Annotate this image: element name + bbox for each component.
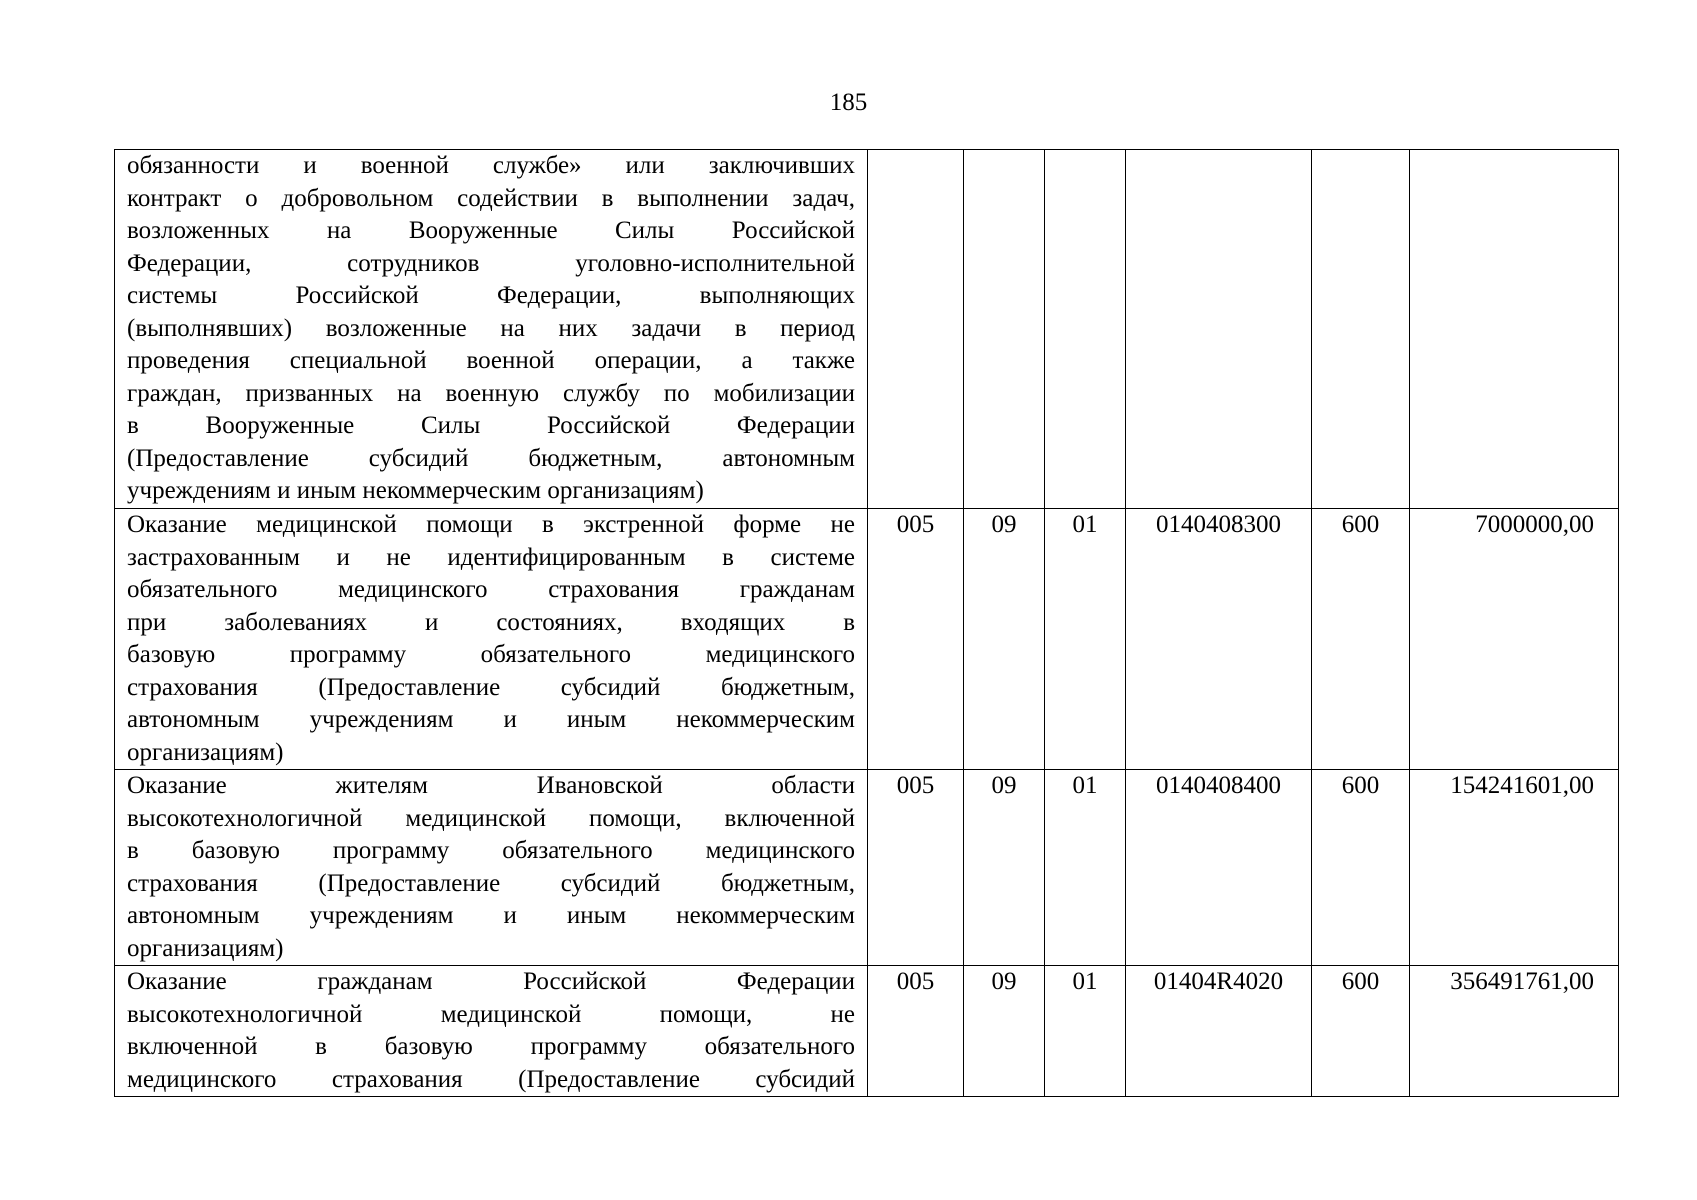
section-code-cell: 09 [964, 966, 1045, 1097]
target-article-cell [1126, 150, 1312, 509]
section-code-cell [964, 150, 1045, 509]
description-line: контракт о добровольном содействии в выполнении задач, [127, 184, 855, 212]
description-line: застрахованным и не идентифицированным в системе [127, 543, 855, 571]
description-line: организациям) [127, 934, 284, 962]
description-line: базовую программу обязательного медицинского [127, 641, 855, 668]
description-line: страхования (Предоставление субсидий бюджетным, [127, 869, 855, 897]
target-article-cell: 0140408400 [1126, 770, 1312, 966]
description-line: (выполнявших) возложенные на них задачи в период [127, 314, 855, 342]
description-cell [115, 770, 868, 966]
ministry-code-cell: 005 [868, 966, 964, 1097]
description-line: граждан, призванных на военную службу по мобилизации [127, 379, 855, 407]
amount-cell: 7000000,00 [1410, 509, 1619, 770]
description-line: высокотехнологичной медицинской помощи, не [127, 1000, 855, 1028]
amount-cell: 154241601,00 [1410, 770, 1619, 966]
target-article-cell: 01404R4020 [1126, 966, 1312, 1097]
section-code-cell: 09 [964, 509, 1045, 770]
description-line: в базовую программу обязательного медицинского [127, 837, 855, 864]
amount-cell: 356491761,00 [1410, 966, 1619, 1097]
description-line: Оказание медицинской помощи в экстренной форме не [127, 511, 855, 538]
description-cell [115, 509, 868, 770]
ministry-code-cell: 005 [868, 509, 964, 770]
description-line: (Предоставление субсидий бюджетным, автономным [127, 444, 855, 472]
description-line: медицинского страхования (Предоставление субсидий [127, 1065, 855, 1093]
description-line: автономным учреждениям и иным некоммерческим [127, 902, 855, 929]
subsection-code-cell: 01 [1045, 966, 1126, 1097]
description-line: обязательного медицинского страхования гражданам [127, 576, 855, 603]
subsection-code-cell [1045, 150, 1126, 509]
description-line: Федерации, сотрудников уголовно-исполнительной [127, 249, 855, 277]
description-line: учреждениям и иным некоммерческим организациям) [127, 477, 704, 504]
description-line: при заболеваниях и состояниях, входящих в [127, 608, 855, 636]
description-line: высокотехнологичной медицинской помощи, включенной [127, 804, 855, 832]
description-line: страхования (Предоставление субсидий бюджетным, [127, 673, 855, 701]
description-line: Оказание гражданам Российской Федерации [127, 968, 855, 995]
description-line: включенной в базовую программу обязательного [127, 1033, 855, 1060]
ministry-code-cell: 005 [868, 770, 964, 966]
target-article-cell: 0140408300 [1126, 509, 1312, 770]
description-cell [115, 150, 868, 509]
description-line: организациям) [127, 738, 284, 766]
description-line: автономным учреждениям и иным некоммерческим [127, 706, 855, 733]
page-number: 185 [829, 89, 868, 116]
table-row [115, 150, 1619, 509]
expense-type-cell: 600 [1312, 509, 1410, 770]
description-line: обязанности и военной службе» или заключивших [127, 152, 855, 179]
subsection-code-cell: 01 [1045, 770, 1126, 966]
description-line: возложенных на Вооруженные Силы Российской [127, 217, 855, 244]
description-cell [115, 966, 868, 1097]
table-row [115, 770, 1619, 966]
expense-type-cell: 600 [1312, 966, 1410, 1097]
description-line: Оказание жителям Ивановской области [127, 772, 855, 799]
section-code-cell: 09 [964, 770, 1045, 966]
description-line: проведения специальной военной операции, а также [127, 347, 855, 374]
ministry-code-cell [868, 150, 964, 509]
table-row [115, 966, 1619, 1097]
amount-cell [1410, 150, 1619, 509]
expense-type-cell: 600 [1312, 770, 1410, 966]
subsection-code-cell: 01 [1045, 509, 1126, 770]
description-line: в Вооруженные Силы Российской Федерации [127, 412, 855, 439]
table-row [115, 509, 1619, 770]
description-line: системы Российской Федерации, выполняющих [127, 282, 855, 309]
expense-type-cell [1312, 150, 1410, 509]
budget-table [114, 149, 1619, 1097]
